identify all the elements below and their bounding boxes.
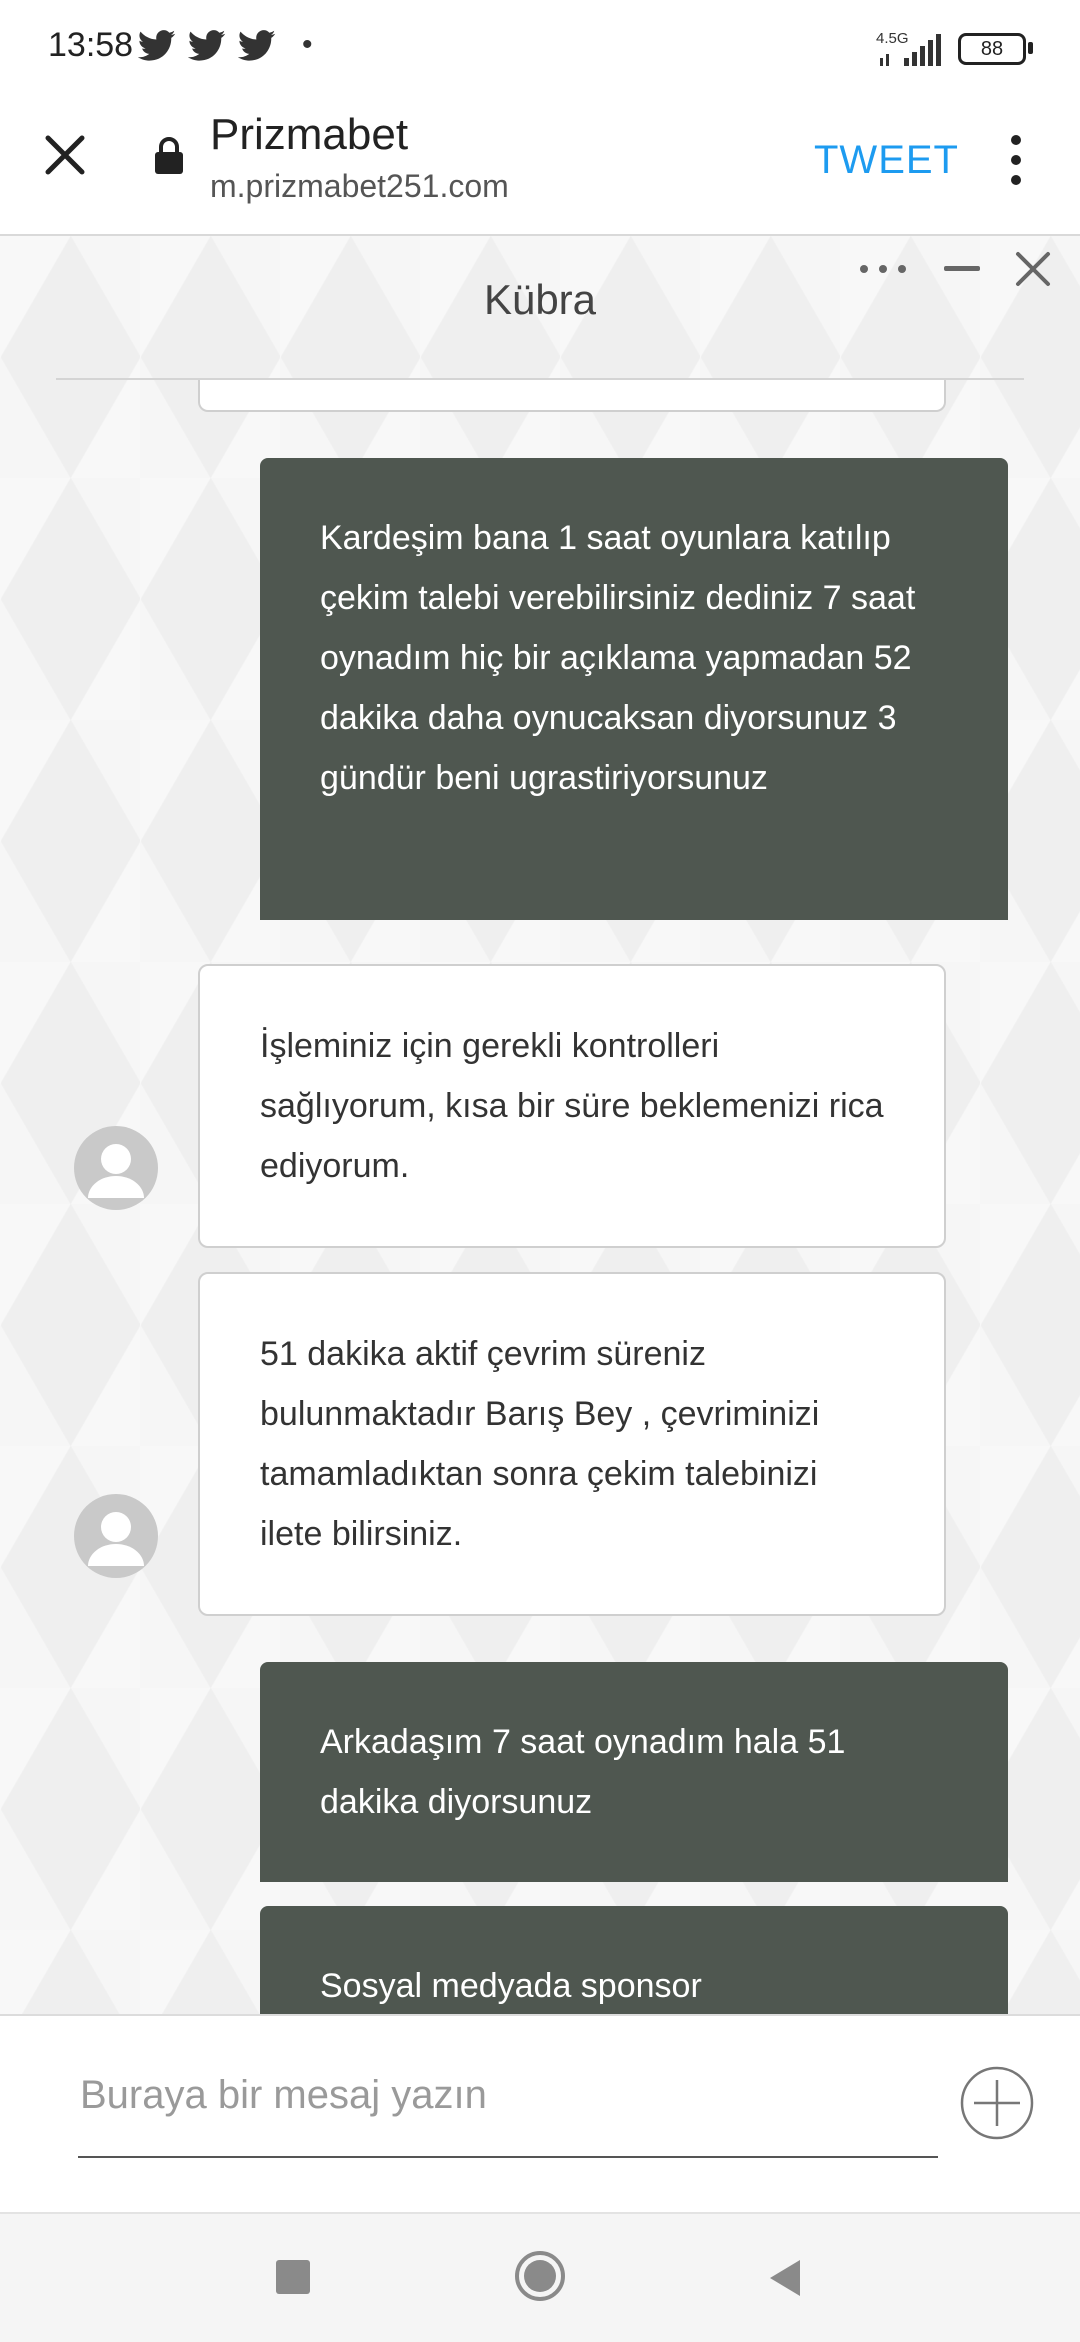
agent-avatar-icon	[74, 1126, 158, 1210]
twitter-icon	[238, 30, 276, 62]
add-attachment-icon[interactable]	[960, 2066, 1034, 2140]
minimize-icon[interactable]	[944, 264, 980, 274]
agent-avatar-icon	[74, 1494, 158, 1578]
site-url[interactable]: m.prizmabet251.com	[210, 168, 509, 204]
close-icon[interactable]	[40, 130, 90, 180]
tweet-button[interactable]: TWEET	[814, 138, 959, 182]
agent-name: Kübra	[483, 276, 597, 323]
network-type: 4.5G	[876, 30, 909, 47]
user-message: Sosyal medyada sponsor	[260, 1906, 1008, 2014]
recents-icon[interactable]	[276, 2260, 310, 2294]
agent-message: 51 dakika aktif çevrim süreniz bulunmaktadır Barış Bey , çevriminizi tamamladıktan sonra çekim talebinizi ilete bilirsiniz.	[198, 1272, 946, 1616]
message-composer	[0, 2014, 1080, 2214]
battery-icon: 88	[958, 33, 1026, 65]
input-underline	[78, 2156, 938, 2158]
chat-menu-icon[interactable]	[858, 262, 908, 276]
notification-icons	[138, 30, 276, 62]
previous-message-bubble	[198, 380, 946, 412]
user-message: Arkadaşım 7 saat oynadım hala 51 dakika diyorsunuz	[260, 1662, 1008, 1882]
twitter-icon	[138, 30, 176, 62]
system-nav-bar	[0, 2212, 1080, 2342]
signal-icon	[878, 34, 942, 68]
chat-close-icon[interactable]	[1014, 250, 1052, 288]
notification-dot: •	[302, 28, 313, 61]
battery-tip	[1028, 42, 1033, 54]
home-icon[interactable]	[514, 2250, 566, 2302]
message-input[interactable]	[78, 2066, 942, 2124]
status-time: 13:58	[48, 26, 134, 64]
custom-tab-toolbar	[0, 100, 1080, 236]
lock-icon	[152, 136, 186, 176]
chat-header	[0, 236, 1080, 380]
back-icon[interactable]	[766, 2258, 802, 2298]
status-bar	[0, 0, 1080, 100]
agent-message: İşleminiz için gerekli kontrolleri sağlıyorum, kısa bir süre beklemenizi rica ediyorum.	[198, 964, 946, 1248]
site-title: Prizmabet	[210, 110, 409, 159]
twitter-icon	[188, 30, 226, 62]
chat-window	[0, 236, 1080, 2014]
user-message: Kardeşim bana 1 saat oyunlara katılıp çekim talebi verebilirsiniz dediniz 7 saat oynadım hiç bir açıklama yapmadan 52 dakika daha oynucaksan diyorsunuz 3 gündür beni ugrastiriyorsunuz	[260, 458, 1008, 920]
more-options-icon[interactable]	[1002, 130, 1030, 190]
